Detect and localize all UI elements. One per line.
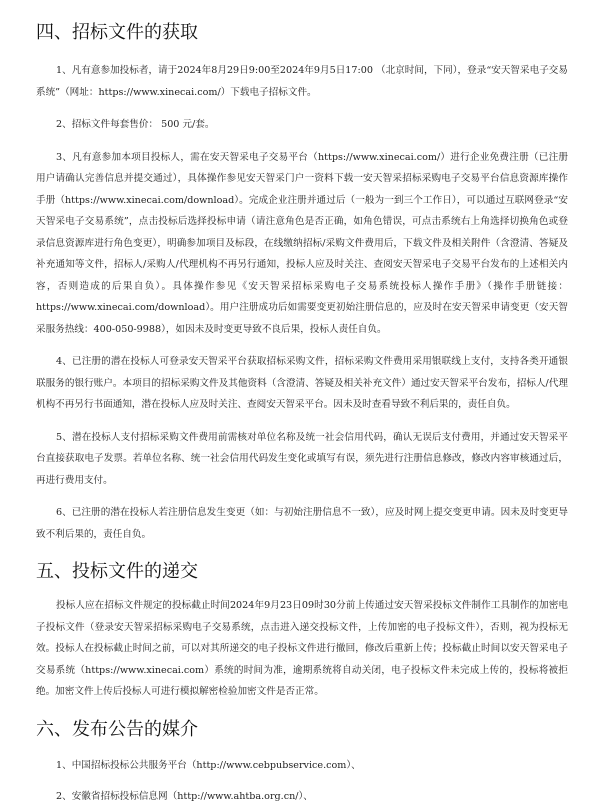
section-4-paragraph-3: 3、凡有意参加本项目投标人，需在安天智采电子交易平台（https://www.xinecai.com/）进行企业免费注册（已注册用户请确认完善信息并提交通过），具体操作参见安天智采门户一资料下载一安天智采招标采购电子交易平台信息资源库操作手册（https://www.xinecai.com/download）。完成企业注册并通过后（一般为一到三个工作日），可以通过互联网登录“安天智采电子交易系统”，点击投标后选择投标申请（请注意角色是否正确，如角色错误，可点击系统右上角选择切换角色或登录信息资源库进行角色变更），明确参加项目及标段，在线缴纳招标/采购文件费用后，下载文件及相关附件（含澄清、答疑及补充通知等文件，招标人/采购人/代理机构不再另行通知，投标人应及时关注、查阅安天智采电子交易平台发布的上述相关内容，否则造成的后果自负）。具体操作参见《安天智采招标采购电子交易系统投标人操作手册》（操作手册链接：https://www.xinecai.com/download）。用户注册成功后如需要变更初始注册信息的，应及时在安天智采申请变更（安天智采服务热线：400-050-9988），如因未及时变更导致不良后果，投标人责任自负。 bbox=[36, 151, 568, 335]
section-5-heading: 五、投标文件的递交 bbox=[36, 561, 198, 582]
section-4-paragraph-2: 2、招标文件每套售价： 500 元/套。 bbox=[56, 119, 215, 130]
section-5-paragraph-1: 投标人应在招标文件规定的投标截止时间2024年9月23日09时30分前上传通过安天智采投标文件制作工具制作的加密电子投标文件（登录安天智采招标采购电子交易系统，点击进入递交投标文件，上传加密的电子投标文件），否则，视为投标无效。投标人在投标截止时间之前，可以对其所递交的电子投标文件进行撤回，修改后重新上传；投标截止时间以安天智采电子交易系统（https://www.xinecai.com）系统的时间为准，逾期系统将自动关闭，电子投标文件未完成上传的，投标将被拒绝。加密文件上传后投标人可进行模拟解密检验加密文件是否正常。 bbox=[36, 600, 568, 697]
section-4-paragraph-5: 5、潜在投标人支付招标采购文件费用前需核对单位名称及统一社会信用代码，确认无误后支付费用，并通过安天智采平台直接获取电子发票。若单位名称、统一社会信用代码发生变化或填写有误，须先进行注册信息修改，修改内容审核通过后，再进行费用支付。 bbox=[36, 431, 568, 486]
section-4-paragraph-4: 4、已注册的潜在投标人可登录安天智采平台获取招标采购文件，招标采购文件费用采用银联线上支付，支持各类开通银联服务的银行账户。本项目的招标采购文件及其他资料（含澄清、答疑及相关补充文件）通过安天智采平台发布，招标人/代理机构不再另行书面通知，潜在投标人应及时关注、查阅安天智采平台。因未及时查看导致不利后果的，责任自负。 bbox=[36, 356, 568, 410]
section-4-paragraph-6: 6、已注册的潜在投标人若注册信息发生变更（如：与初始注册信息不一致），应及时网上提交变更申请。因未及时变更导致不利后果的，责任自负。 bbox=[36, 507, 568, 540]
section-4-paragraph-1: 1、凡有意参加投标者，请于2024年8月29日9:00至2024年9月5日17:00 （北京时间，下同），登录“安天智采电子交易系统”（网址：https://www.xinecai.com/）下载电子招标文件。 bbox=[36, 65, 568, 98]
section-6-item-1: 1、中国招标投标公共服务平台（http://www.cebpubservice.com）、 bbox=[56, 759, 361, 771]
section-6-item-2: 2、安徽省招标投标信息网（http://www.ahtba.org.cn/）、 bbox=[56, 791, 313, 802]
section-6-heading: 六、发布公告的媒介 bbox=[36, 718, 198, 740]
section-4-heading: 四、招标文件的获取 bbox=[36, 22, 198, 43]
